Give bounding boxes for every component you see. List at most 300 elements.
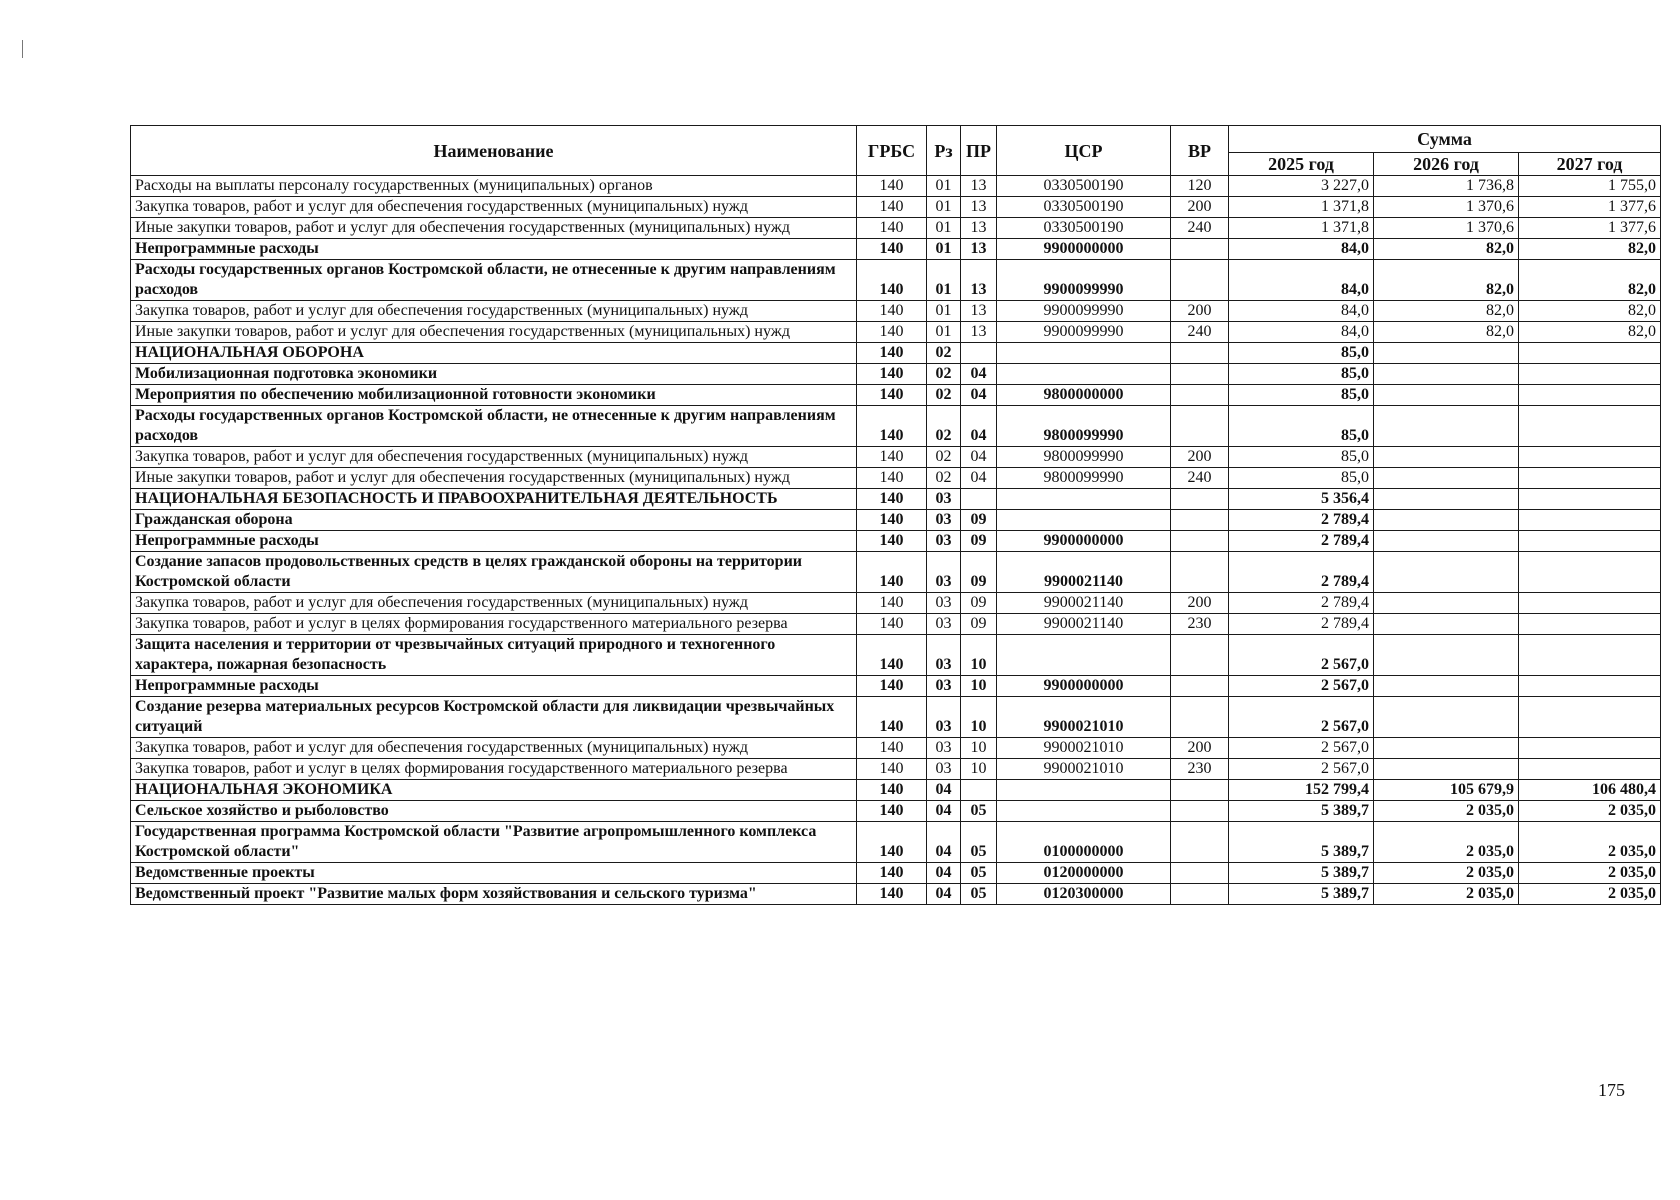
- grbs-cell: 140: [857, 676, 927, 697]
- vr-cell: [1171, 364, 1229, 385]
- pr-cell: 09: [961, 593, 997, 614]
- table-row: [131, 801, 1661, 822]
- csr-cell: 9900021140: [997, 593, 1171, 614]
- amount-2027-cell: [1519, 635, 1661, 676]
- amount-2026-cell: 2 035,0: [1374, 884, 1519, 905]
- name-cell: Гражданская оборона: [131, 510, 857, 531]
- amount-2025-cell: 5 389,7: [1229, 884, 1374, 905]
- header-rz: Рз: [927, 126, 961, 176]
- amount-2025-cell: 2 789,4: [1229, 510, 1374, 531]
- grbs-cell: 140: [857, 863, 927, 884]
- header-sum: Сумма: [1229, 126, 1661, 153]
- rz-cell: 03: [927, 759, 961, 780]
- table-row: [131, 884, 1661, 905]
- csr-cell: 0120000000: [997, 863, 1171, 884]
- rz-cell: 03: [927, 593, 961, 614]
- csr-cell: 9900099990: [997, 322, 1171, 343]
- name-cell: Расходы государственных органов Костромской области, не отнесенные к другим направлениям расходов: [131, 260, 857, 301]
- grbs-cell: 140: [857, 738, 927, 759]
- csr-cell: 9900099990: [997, 260, 1171, 301]
- table-row: [131, 863, 1661, 884]
- amount-2027-cell: [1519, 676, 1661, 697]
- grbs-cell: 140: [857, 510, 927, 531]
- rz-cell: 01: [927, 218, 961, 239]
- table-row: [131, 489, 1661, 510]
- amount-2025-cell: 5 389,7: [1229, 801, 1374, 822]
- amount-2026-cell: [1374, 343, 1519, 364]
- amount-2027-cell: [1519, 447, 1661, 468]
- csr-cell: 9900021010: [997, 697, 1171, 738]
- table-row: [131, 468, 1661, 489]
- amount-2027-cell: [1519, 406, 1661, 447]
- rz-cell: 03: [927, 697, 961, 738]
- grbs-cell: 140: [857, 635, 927, 676]
- amount-2026-cell: 82,0: [1374, 322, 1519, 343]
- header-csr: ЦСР: [997, 126, 1171, 176]
- grbs-cell: 140: [857, 406, 927, 447]
- amount-2025-cell: 152 799,4: [1229, 780, 1374, 801]
- table-row: [131, 218, 1661, 239]
- amount-2025-cell: 2 567,0: [1229, 697, 1374, 738]
- csr-cell: [997, 780, 1171, 801]
- amount-2026-cell: 1 736,8: [1374, 176, 1519, 197]
- amount-2025-cell: 84,0: [1229, 322, 1374, 343]
- amount-2027-cell: [1519, 343, 1661, 364]
- amount-2027-cell: 2 035,0: [1519, 822, 1661, 863]
- vr-cell: 200: [1171, 301, 1229, 322]
- header-grbs: ГРБС: [857, 126, 927, 176]
- amount-2025-cell: 2 567,0: [1229, 759, 1374, 780]
- table-row: [131, 364, 1661, 385]
- grbs-cell: 140: [857, 552, 927, 593]
- pr-cell: 04: [961, 468, 997, 489]
- name-cell: Непрограммные расходы: [131, 239, 857, 260]
- grbs-cell: 140: [857, 759, 927, 780]
- grbs-cell: 140: [857, 531, 927, 552]
- amount-2025-cell: 2 567,0: [1229, 676, 1374, 697]
- grbs-cell: 140: [857, 260, 927, 301]
- amount-2026-cell: [1374, 697, 1519, 738]
- grbs-cell: 140: [857, 218, 927, 239]
- amount-2026-cell: [1374, 531, 1519, 552]
- rz-cell: 03: [927, 510, 961, 531]
- table-row: [131, 635, 1661, 676]
- name-cell: Закупка товаров, работ и услуг в целях формирования государственного материального резерва: [131, 759, 857, 780]
- pr-cell: 05: [961, 822, 997, 863]
- vr-cell: [1171, 239, 1229, 260]
- amount-2027-cell: [1519, 468, 1661, 489]
- table-row: [131, 343, 1661, 364]
- amount-2025-cell: 2 567,0: [1229, 635, 1374, 676]
- grbs-cell: 140: [857, 364, 927, 385]
- amount-2026-cell: 2 035,0: [1374, 863, 1519, 884]
- name-cell: Сельское хозяйство и рыболовство: [131, 801, 857, 822]
- amount-2025-cell: 2 567,0: [1229, 738, 1374, 759]
- rz-cell: 04: [927, 863, 961, 884]
- amount-2027-cell: [1519, 510, 1661, 531]
- vr-cell: 200: [1171, 197, 1229, 218]
- csr-cell: 9800099990: [997, 447, 1171, 468]
- amount-2025-cell: 2 789,4: [1229, 531, 1374, 552]
- vr-cell: [1171, 385, 1229, 406]
- amount-2026-cell: [1374, 489, 1519, 510]
- pr-cell: 13: [961, 218, 997, 239]
- amount-2026-cell: [1374, 759, 1519, 780]
- budget-table: [130, 125, 1661, 905]
- scan-mark: [22, 40, 23, 58]
- grbs-cell: 140: [857, 176, 927, 197]
- vr-cell: [1171, 510, 1229, 531]
- amount-2026-cell: 82,0: [1374, 260, 1519, 301]
- grbs-cell: 140: [857, 468, 927, 489]
- csr-cell: [997, 364, 1171, 385]
- name-cell: НАЦИОНАЛЬНАЯ ЭКОНОМИКА: [131, 780, 857, 801]
- amount-2027-cell: 1 377,6: [1519, 218, 1661, 239]
- header-name: Наименование: [131, 126, 857, 176]
- pr-cell: 05: [961, 863, 997, 884]
- table-row: [131, 614, 1661, 635]
- pr-cell: 10: [961, 697, 997, 738]
- name-cell: Непрограммные расходы: [131, 676, 857, 697]
- amount-2025-cell: 5 389,7: [1229, 863, 1374, 884]
- amount-2027-cell: 106 480,4: [1519, 780, 1661, 801]
- vr-cell: [1171, 801, 1229, 822]
- pr-cell: 09: [961, 531, 997, 552]
- grbs-cell: 140: [857, 385, 927, 406]
- csr-cell: 9800099990: [997, 406, 1171, 447]
- amount-2026-cell: 2 035,0: [1374, 822, 1519, 863]
- amount-2025-cell: 85,0: [1229, 385, 1374, 406]
- pr-cell: [961, 343, 997, 364]
- pr-cell: 04: [961, 406, 997, 447]
- rz-cell: 04: [927, 801, 961, 822]
- name-cell: Иные закупки товаров, работ и услуг для обеспечения государственных (муниципальных) нужд: [131, 218, 857, 239]
- rz-cell: 02: [927, 343, 961, 364]
- rz-cell: 04: [927, 822, 961, 863]
- grbs-cell: 140: [857, 301, 927, 322]
- table-row: [131, 301, 1661, 322]
- name-cell: Закупка товаров, работ и услуг для обеспечения государственных (муниципальных) нужд: [131, 447, 857, 468]
- amount-2026-cell: [1374, 447, 1519, 468]
- vr-cell: 120: [1171, 176, 1229, 197]
- grbs-cell: 140: [857, 593, 927, 614]
- name-cell: Закупка товаров, работ и услуг для обеспечения государственных (муниципальных) нужд: [131, 738, 857, 759]
- csr-cell: 9900021140: [997, 552, 1171, 593]
- amount-2026-cell: 82,0: [1374, 239, 1519, 260]
- table-row: [131, 780, 1661, 801]
- amount-2027-cell: 2 035,0: [1519, 863, 1661, 884]
- table-row: [131, 738, 1661, 759]
- amount-2026-cell: [1374, 385, 1519, 406]
- table-row: [131, 593, 1661, 614]
- csr-cell: 9900021140: [997, 614, 1171, 635]
- rz-cell: 03: [927, 738, 961, 759]
- rz-cell: 03: [927, 635, 961, 676]
- rz-cell: 01: [927, 239, 961, 260]
- amount-2025-cell: 85,0: [1229, 343, 1374, 364]
- vr-cell: [1171, 635, 1229, 676]
- pr-cell: [961, 489, 997, 510]
- header-year-2025: 2025 год: [1229, 153, 1374, 176]
- csr-cell: [997, 801, 1171, 822]
- pr-cell: 10: [961, 676, 997, 697]
- rz-cell: 03: [927, 552, 961, 593]
- grbs-cell: 140: [857, 447, 927, 468]
- name-cell: НАЦИОНАЛЬНАЯ ОБОРОНА: [131, 343, 857, 364]
- amount-2027-cell: [1519, 385, 1661, 406]
- pr-cell: 09: [961, 614, 997, 635]
- grbs-cell: 140: [857, 884, 927, 905]
- rz-cell: 01: [927, 197, 961, 218]
- table-row: [131, 406, 1661, 447]
- csr-cell: [997, 510, 1171, 531]
- name-cell: Создание запасов продовольственных средств в целях гражданской обороны на территории Костромской области: [131, 552, 857, 593]
- amount-2025-cell: 3 227,0: [1229, 176, 1374, 197]
- header-pr: ПР: [961, 126, 997, 176]
- csr-cell: 9800000000: [997, 385, 1171, 406]
- vr-cell: [1171, 406, 1229, 447]
- grbs-cell: 140: [857, 614, 927, 635]
- amount-2025-cell: 85,0: [1229, 364, 1374, 385]
- vr-cell: [1171, 697, 1229, 738]
- name-cell: НАЦИОНАЛЬНАЯ БЕЗОПАСНОСТЬ И ПРАВООХРАНИТЕЛЬНАЯ ДЕЯТЕЛЬНОСТЬ: [131, 489, 857, 510]
- amount-2026-cell: [1374, 552, 1519, 593]
- vr-cell: 200: [1171, 738, 1229, 759]
- pr-cell: 04: [961, 364, 997, 385]
- amount-2027-cell: [1519, 531, 1661, 552]
- csr-cell: 9900099990: [997, 301, 1171, 322]
- rz-cell: 04: [927, 780, 961, 801]
- csr-cell: [997, 489, 1171, 510]
- grbs-cell: 140: [857, 322, 927, 343]
- csr-cell: 0330500190: [997, 218, 1171, 239]
- vr-cell: 230: [1171, 614, 1229, 635]
- table-body: [131, 176, 1661, 905]
- pr-cell: 04: [961, 385, 997, 406]
- amount-2026-cell: [1374, 593, 1519, 614]
- rz-cell: 01: [927, 260, 961, 301]
- table-row: [131, 239, 1661, 260]
- amount-2025-cell: 5 389,7: [1229, 822, 1374, 863]
- vr-cell: 240: [1171, 468, 1229, 489]
- csr-cell: 0120300000: [997, 884, 1171, 905]
- amount-2027-cell: 1 377,6: [1519, 197, 1661, 218]
- rz-cell: 03: [927, 614, 961, 635]
- amount-2026-cell: [1374, 468, 1519, 489]
- amount-2026-cell: 82,0: [1374, 301, 1519, 322]
- amount-2027-cell: [1519, 489, 1661, 510]
- table-row: [131, 676, 1661, 697]
- amount-2026-cell: 105 679,9: [1374, 780, 1519, 801]
- rz-cell: 01: [927, 301, 961, 322]
- amount-2027-cell: [1519, 738, 1661, 759]
- amount-2027-cell: 2 035,0: [1519, 801, 1661, 822]
- csr-cell: 9800099990: [997, 468, 1171, 489]
- name-cell: Расходы государственных органов Костромской области, не отнесенные к другим направлениям расходов: [131, 406, 857, 447]
- csr-cell: 9900000000: [997, 531, 1171, 552]
- name-cell: Иные закупки товаров, работ и услуг для обеспечения государственных (муниципальных) нужд: [131, 468, 857, 489]
- amount-2025-cell: 1 371,8: [1229, 197, 1374, 218]
- grbs-cell: 140: [857, 343, 927, 364]
- name-cell: Расходы на выплаты персоналу государственных (муниципальных) органов: [131, 176, 857, 197]
- pr-cell: 13: [961, 301, 997, 322]
- csr-cell: [997, 635, 1171, 676]
- amount-2026-cell: 2 035,0: [1374, 801, 1519, 822]
- amount-2025-cell: 85,0: [1229, 447, 1374, 468]
- vr-cell: 200: [1171, 447, 1229, 468]
- name-cell: Защита населения и территории от чрезвычайных ситуаций природного и техногенного характера, пожарная безопасность: [131, 635, 857, 676]
- grbs-cell: 140: [857, 239, 927, 260]
- amount-2026-cell: 1 370,6: [1374, 218, 1519, 239]
- page-number: 175: [1598, 1080, 1625, 1100]
- vr-cell: [1171, 676, 1229, 697]
- table-row: [131, 447, 1661, 468]
- table-row: [131, 176, 1661, 197]
- pr-cell: 10: [961, 635, 997, 676]
- amount-2027-cell: 1 755,0: [1519, 176, 1661, 197]
- table-row: [131, 385, 1661, 406]
- amount-2025-cell: 2 789,4: [1229, 614, 1374, 635]
- amount-2026-cell: [1374, 738, 1519, 759]
- vr-cell: [1171, 343, 1229, 364]
- amount-2026-cell: [1374, 676, 1519, 697]
- rz-cell: 01: [927, 176, 961, 197]
- vr-cell: 240: [1171, 218, 1229, 239]
- pr-cell: 09: [961, 552, 997, 593]
- amount-2025-cell: 84,0: [1229, 260, 1374, 301]
- name-cell: Мобилизационная подготовка экономики: [131, 364, 857, 385]
- amount-2027-cell: 2 035,0: [1519, 884, 1661, 905]
- pr-cell: [961, 780, 997, 801]
- amount-2025-cell: 5 356,4: [1229, 489, 1374, 510]
- rz-cell: 02: [927, 447, 961, 468]
- grbs-cell: 140: [857, 780, 927, 801]
- amount-2025-cell: 85,0: [1229, 406, 1374, 447]
- name-cell: Иные закупки товаров, работ и услуг для обеспечения государственных (муниципальных) нужд: [131, 322, 857, 343]
- vr-cell: 200: [1171, 593, 1229, 614]
- amount-2025-cell: 84,0: [1229, 301, 1374, 322]
- rz-cell: 04: [927, 884, 961, 905]
- amount-2027-cell: 82,0: [1519, 301, 1661, 322]
- rz-cell: 02: [927, 468, 961, 489]
- pr-cell: 10: [961, 759, 997, 780]
- name-cell: Государственная программа Костромской области "Развитие агропромышленного комплекса Костромской области": [131, 822, 857, 863]
- vr-cell: [1171, 780, 1229, 801]
- table-row: [131, 697, 1661, 738]
- amount-2025-cell: 1 371,8: [1229, 218, 1374, 239]
- pr-cell: 10: [961, 738, 997, 759]
- vr-cell: [1171, 884, 1229, 905]
- vr-cell: [1171, 822, 1229, 863]
- rz-cell: 02: [927, 364, 961, 385]
- csr-cell: 9900021010: [997, 759, 1171, 780]
- table-row: [131, 552, 1661, 593]
- name-cell: Закупка товаров, работ и услуг для обеспечения государственных (муниципальных) нужд: [131, 593, 857, 614]
- rz-cell: 03: [927, 676, 961, 697]
- name-cell: Ведомственные проекты: [131, 863, 857, 884]
- amount-2027-cell: 82,0: [1519, 239, 1661, 260]
- pr-cell: 13: [961, 239, 997, 260]
- amount-2026-cell: [1374, 406, 1519, 447]
- vr-cell: 230: [1171, 759, 1229, 780]
- header-year-2027: 2027 год: [1519, 153, 1661, 176]
- csr-cell: [997, 343, 1171, 364]
- amount-2027-cell: [1519, 364, 1661, 385]
- header-year-2026: 2026 год: [1374, 153, 1519, 176]
- pr-cell: 13: [961, 197, 997, 218]
- grbs-cell: 140: [857, 822, 927, 863]
- amount-2026-cell: 1 370,6: [1374, 197, 1519, 218]
- amount-2027-cell: 82,0: [1519, 322, 1661, 343]
- vr-cell: [1171, 531, 1229, 552]
- rz-cell: 03: [927, 489, 961, 510]
- vr-cell: [1171, 552, 1229, 593]
- amount-2026-cell: [1374, 635, 1519, 676]
- pr-cell: 05: [961, 801, 997, 822]
- grbs-cell: 140: [857, 489, 927, 510]
- pr-cell: 13: [961, 260, 997, 301]
- table-row: [131, 197, 1661, 218]
- table-row: [131, 822, 1661, 863]
- amount-2026-cell: [1374, 510, 1519, 531]
- amount-2027-cell: [1519, 697, 1661, 738]
- name-cell: Закупка товаров, работ и услуг для обеспечения государственных (муниципальных) нужд: [131, 197, 857, 218]
- rz-cell: 02: [927, 406, 961, 447]
- table-row: [131, 510, 1661, 531]
- rz-cell: 03: [927, 531, 961, 552]
- pr-cell: 09: [961, 510, 997, 531]
- amount-2027-cell: [1519, 759, 1661, 780]
- csr-cell: 9900021010: [997, 738, 1171, 759]
- name-cell: Закупка товаров, работ и услуг в целях формирования государственного материального резерва: [131, 614, 857, 635]
- amount-2025-cell: 85,0: [1229, 468, 1374, 489]
- amount-2027-cell: 82,0: [1519, 260, 1661, 301]
- csr-cell: 0330500190: [997, 176, 1171, 197]
- table-row: [131, 759, 1661, 780]
- amount-2026-cell: [1374, 364, 1519, 385]
- amount-2027-cell: [1519, 593, 1661, 614]
- amount-2025-cell: 2 789,4: [1229, 552, 1374, 593]
- grbs-cell: 140: [857, 801, 927, 822]
- csr-cell: 9900000000: [997, 676, 1171, 697]
- vr-cell: 240: [1171, 322, 1229, 343]
- csr-cell: 0100000000: [997, 822, 1171, 863]
- table-row: [131, 322, 1661, 343]
- amount-2025-cell: 84,0: [1229, 239, 1374, 260]
- grbs-cell: 140: [857, 697, 927, 738]
- table-row: [131, 531, 1661, 552]
- table-row: [131, 260, 1661, 301]
- header-vr: ВР: [1171, 126, 1229, 176]
- csr-cell: 0330500190: [997, 197, 1171, 218]
- pr-cell: 04: [961, 447, 997, 468]
- name-cell: Закупка товаров, работ и услуг для обеспечения государственных (муниципальных) нужд: [131, 301, 857, 322]
- amount-2026-cell: [1374, 614, 1519, 635]
- amount-2027-cell: [1519, 614, 1661, 635]
- vr-cell: [1171, 863, 1229, 884]
- amount-2025-cell: 2 789,4: [1229, 593, 1374, 614]
- vr-cell: [1171, 489, 1229, 510]
- rz-cell: 01: [927, 322, 961, 343]
- name-cell: Создание резерва материальных ресурсов Костромской области для ликвидации чрезвычайных ситуаций: [131, 697, 857, 738]
- csr-cell: 9900000000: [997, 239, 1171, 260]
- rz-cell: 02: [927, 385, 961, 406]
- name-cell: Мероприятия по обеспечению мобилизационной готовности экономики: [131, 385, 857, 406]
- vr-cell: [1171, 260, 1229, 301]
- pr-cell: 13: [961, 322, 997, 343]
- pr-cell: 05: [961, 884, 997, 905]
- name-cell: Ведомственный проект "Развитие малых форм хозяйствования и сельского туризма": [131, 884, 857, 905]
